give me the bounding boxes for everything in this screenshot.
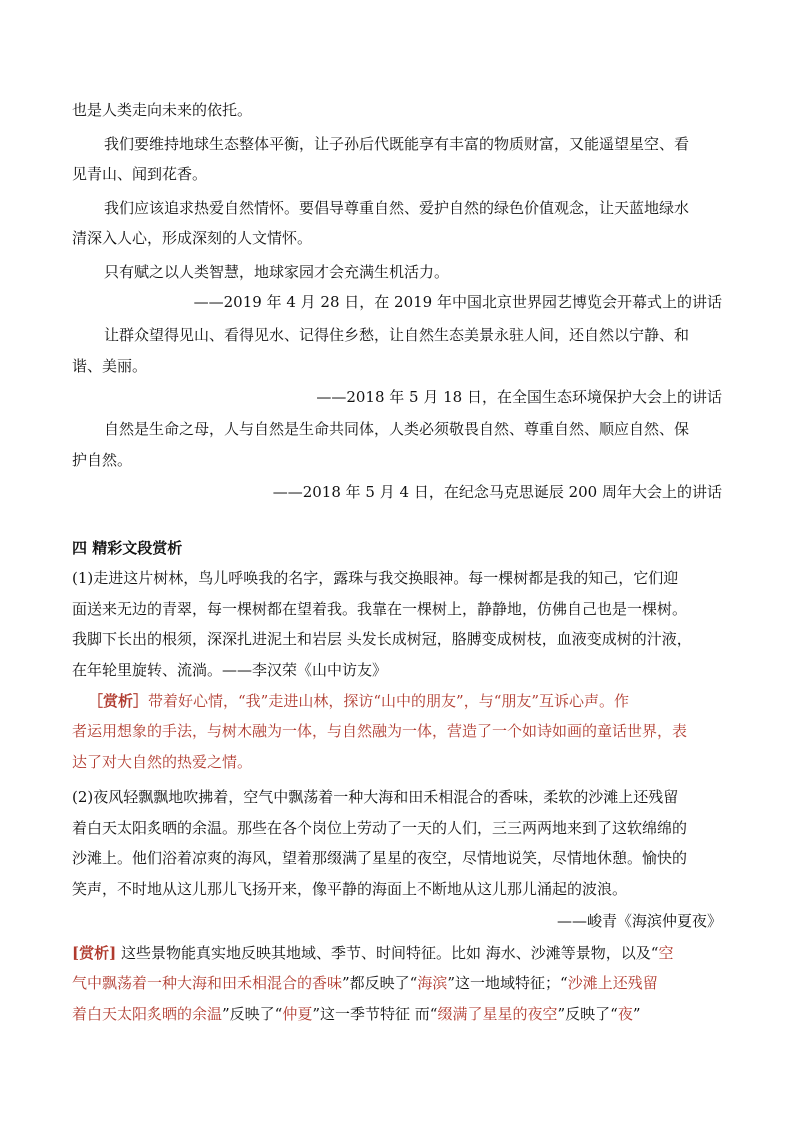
passage-line: 沙滩上。他们浴着凉爽的海风，望着那缀满了星星的夜空，尽情地说笑，尽情地休憩。愉快的: [72, 849, 688, 867]
passage-line: 我脚下长出的根须，深深扎进泥土和岩层 头发长成树冠，胳膊变成树枝，血液变成树的汁液，: [72, 630, 692, 648]
analysis-text: ”反映了“: [222, 1005, 283, 1023]
analysis-line: [88, 691, 722, 711]
passage-line: 在年轮里旋转、流淌。——李汉荣《山中访友》: [72, 661, 388, 679]
quote-line: 护自然。: [72, 451, 133, 469]
quote-line: 谐、美丽。: [72, 357, 148, 375]
analysis-text: 这些景物能真实地反映其地域、季节、时间特征。比如 海水、沙滩等景物，以及“: [120, 944, 659, 962]
section-heading: 四 精彩文段赏析: [72, 539, 183, 557]
analysis-quote: 缀满了星星的夜空: [437, 1005, 558, 1023]
quote-line: 我们要维持地球生态整体平衡，让子孙后代既能享有丰富的物质财富，又能遥望星空、看: [104, 135, 690, 153]
analysis-tag: [赏析]: [72, 944, 117, 962]
passage-line: 笑声，不时地从这儿那儿飞扬开来，像平静的海面上不断地从这儿那儿涌起的波浪。: [72, 880, 628, 898]
analysis-quote: 空: [658, 944, 674, 962]
analysis-text: ”这一季节特征 而“: [312, 1005, 438, 1023]
analysis-tag: ［赏析］: [88, 692, 149, 710]
quote-source: ——2018 年 5 月 18 日，在全国生态环境保护大会上的讲话: [316, 388, 722, 406]
analysis-line: [72, 973, 722, 993]
passage-line: 着白天太阳炙晒的余温。那些在各个岗位上劳动了一天的人们，三三两两地来到了这软绵绵的: [72, 819, 688, 837]
analysis-text: ”这一地域特征；“: [447, 974, 568, 992]
quote-line: 见青山、闻到花香。: [72, 165, 208, 183]
quote-line: 我们应该追求热爱自然情怀。要倡导尊重自然、爱护自然的绿色价值观念，让天蓝地绿水: [104, 199, 690, 217]
quote-source: ——2018 年 5 月 4 日，在纪念马克思诞辰 200 周年大会上的讲话: [272, 483, 722, 501]
analysis-quote: 气中飘荡着一种大海和田禾相混合的香味: [72, 974, 343, 992]
quote-line: 也是人类走向未来的依托。: [72, 101, 253, 119]
passage-line: (1)走进这片树林，鸟儿呼唤我的名字，露珠与我交换眼神。每一棵树都是我的知己，它们迎: [72, 569, 679, 587]
analysis-quote: 海滨: [417, 974, 448, 992]
quote-line: 清深入人心，形成深刻的人文情怀。: [72, 229, 313, 247]
quote-source: ——2019 年 4 月 28 日，在 2019 年中国北京世界园艺博览会开幕式上的讲话: [193, 293, 722, 311]
quote-line: 让群众望得见山、看得见水、记得住乡愁，让自然生态美景永驻人间，还自然以宁静、和: [104, 326, 690, 344]
analysis-text: 带着好心情，“我”走进山林，探访“山中的朋友”，与“朋友”互诉心声。作: [148, 692, 630, 710]
analysis-line: [72, 943, 722, 963]
analysis-line: 者运用想象的手法，与树木融为一体，与自然融为一体，营造了一个如诗如画的童话世界，表: [72, 722, 688, 740]
passage-line: (2)夜风轻飘飘地吹拂着，空气中飘荡着一种大海和田禾相混合的香味，柔软的沙滩上还残留: [72, 788, 679, 806]
quote-line: 自然是生命之母，人与自然是生命共同体，人类必须敬畏自然、尊重自然、顺应自然、保: [104, 420, 690, 438]
passage-line: 面送来无边的青翠，每一棵树都在望着我。我靠在一棵树上，静静地，仿佛自己也是一棵树。: [72, 600, 688, 618]
analysis-quote: 仲夏: [282, 1005, 313, 1023]
analysis-text: ”: [632, 1005, 641, 1023]
analysis-text: ”都反映了“: [342, 974, 418, 992]
passage-source: ——峻青《海滨仲夏夜》: [556, 912, 722, 930]
analysis-line: 达了对大自然的热爱之情。: [72, 753, 253, 771]
quote-line: 只有赋之以人类智慧，地球家园才会充满生机活力。: [104, 263, 450, 281]
analysis-quote: 着白天太阳炙晒的余温: [72, 1005, 223, 1023]
analysis-text: ”反映了“: [557, 1005, 618, 1023]
analysis-quote: 沙滩上还残留: [567, 974, 658, 992]
analysis-line: [72, 1004, 722, 1024]
analysis-quote: 夜: [617, 1005, 633, 1023]
